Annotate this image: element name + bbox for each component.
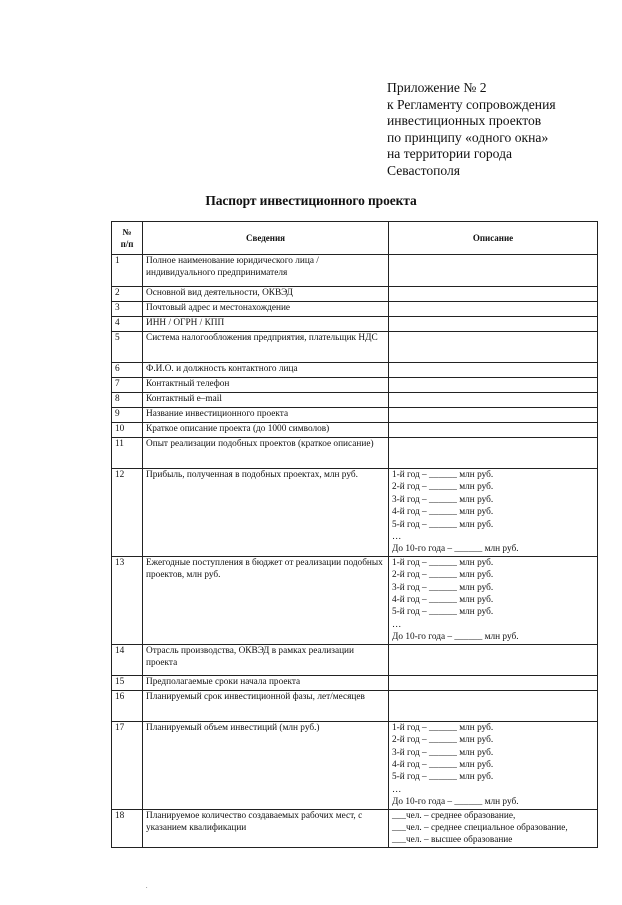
table-row <box>112 408 598 423</box>
table-row <box>112 556 598 644</box>
description-line: 1-й год – ______ млн руб. <box>392 557 494 568</box>
row-number: 11 <box>112 438 143 469</box>
row-info: ИНН / ОГРН / КПП <box>143 317 389 332</box>
appendix-line: на территории города <box>387 146 513 162</box>
header-num-line2: п/п <box>120 239 134 249</box>
document-title: Паспорт инвестиционного проекта <box>205 193 417 208</box>
row-description <box>389 378 598 393</box>
row-number: 16 <box>112 690 143 721</box>
table-row <box>112 302 598 317</box>
table-row <box>112 363 598 378</box>
row-number: 3 <box>112 302 143 317</box>
row-number: 1 <box>112 255 143 287</box>
description-line: … <box>392 784 402 795</box>
row-number: 6 <box>112 363 143 378</box>
row-info: Полное наименование юридического лица / индивидуального предпринимателя <box>143 255 389 287</box>
header-num-line1: № <box>122 226 132 237</box>
table-row <box>112 469 598 557</box>
appendix-line: по принципу «одного окна» <box>387 129 549 145</box>
description-line: 1-й год – ______ млн руб. <box>392 470 494 480</box>
passport-table <box>111 221 598 848</box>
row-info: Планируемое количество создаваемых рабочих мест, с указанием квалификации <box>143 809 389 847</box>
table-row <box>112 287 598 302</box>
description-line: До 10-го года – ______ млн руб. <box>392 544 519 555</box>
description-line: 3-й год – ______ млн руб. <box>392 747 494 758</box>
header-info: Сведения <box>143 222 389 255</box>
row-description <box>389 332 598 363</box>
description-line: … <box>392 532 402 543</box>
appendix-line: Приложение № 2 <box>387 80 487 95</box>
row-number: 7 <box>112 378 143 393</box>
description-line: 5-й год – ______ млн руб. <box>392 607 494 618</box>
row-info: Планируемый срок инвестиционной фазы, лет/месяцев <box>143 690 389 721</box>
table-row <box>112 255 598 287</box>
description-line: 1-й год – ______ млн руб. <box>392 722 494 733</box>
row-description <box>389 393 598 408</box>
row-info: Контактный телефон <box>143 378 389 393</box>
row-number: 10 <box>112 423 143 438</box>
row-number: 18 <box>112 809 143 847</box>
description-line: 4-й год – ______ млн руб. <box>392 595 494 606</box>
table-body <box>112 255 598 848</box>
row-description <box>389 690 598 721</box>
description-line: 2-й год – ______ млн руб. <box>392 570 494 581</box>
appendix-line: Севастополя <box>387 162 461 178</box>
row-number: 17 <box>112 721 143 809</box>
row-info: Система налогообложения предприятия, плательщик НДС <box>143 332 389 363</box>
row-number: 12 <box>112 469 143 557</box>
row-description <box>389 408 598 423</box>
table-row <box>112 438 598 469</box>
appendix-line: инвестиционных проектов <box>387 113 542 129</box>
row-description <box>389 556 598 644</box>
description-line: 4-й год – ______ млн руб. <box>392 507 494 518</box>
row-number: 4 <box>112 317 143 332</box>
description-line: 2-й год – ______ млн руб. <box>392 482 494 493</box>
table-row <box>112 675 598 690</box>
appendix-header <box>387 80 617 180</box>
description-line: 5-й год – ______ млн руб. <box>392 772 494 783</box>
table-row <box>112 809 598 847</box>
row-info: Отрасль производства, ОКВЭД в рамках реализации проекта <box>143 644 389 675</box>
description-line: 5-й год – ______ млн руб. <box>392 519 494 530</box>
appendix-line: к Регламенту сопровождения <box>387 96 556 112</box>
row-description <box>389 644 598 675</box>
row-info: Прибыль, полученная в подобных проектах, млн руб. <box>143 469 389 557</box>
row-number: 5 <box>112 332 143 363</box>
header-num <box>112 222 143 255</box>
row-description <box>389 302 598 317</box>
row-description <box>389 469 598 557</box>
description-line: 2-й год – ______ млн руб. <box>392 735 494 746</box>
row-info: Опыт реализации подобных проектов (краткое описание) <box>143 438 389 469</box>
row-description <box>389 287 598 302</box>
row-info: Предполагаемые сроки начала проекта <box>143 675 389 690</box>
row-description <box>389 438 598 469</box>
description-line: 3-й год – ______ млн руб. <box>392 494 494 505</box>
table-row <box>112 317 598 332</box>
row-info: Ежегодные поступления в бюджет от реализации подобных проектов, млн руб. <box>143 556 389 644</box>
table-header-row <box>112 222 598 255</box>
description-line: ___чел. – среднее специальное образование, <box>392 822 568 833</box>
table-row <box>112 721 598 809</box>
row-info: Планируемый объем инвестиций (млн руб.) <box>143 721 389 809</box>
row-number: 13 <box>112 556 143 644</box>
table-row <box>112 690 598 721</box>
description-line: 4-й год – ______ млн руб. <box>392 759 494 770</box>
row-description <box>389 363 598 378</box>
table-row <box>112 393 598 408</box>
row-number: 2 <box>112 287 143 302</box>
row-description <box>389 809 598 847</box>
row-number: 15 <box>112 675 143 690</box>
row-description <box>389 423 598 438</box>
row-description <box>389 721 598 809</box>
table-row <box>112 644 598 675</box>
table-row <box>112 378 598 393</box>
row-number: 14 <box>112 644 143 675</box>
header-desc: Описание <box>389 222 598 255</box>
row-info: Основной вид деятельности, ОКВЭД <box>143 287 389 302</box>
description-line: ___чел. – среднее образование, <box>392 810 516 821</box>
row-description <box>389 675 598 690</box>
description-line: 3-й год – ______ млн руб. <box>392 582 494 593</box>
row-description <box>389 255 598 287</box>
row-info: Почтовый адрес и местонахождение <box>143 302 389 317</box>
table-row <box>112 423 598 438</box>
row-info: Название инвестиционного проекта <box>143 408 389 423</box>
row-number: 8 <box>112 393 143 408</box>
description-line: До 10-го года – ______ млн руб. <box>392 797 519 808</box>
row-description <box>389 317 598 332</box>
description-line: … <box>392 619 402 630</box>
row-number: 9 <box>112 408 143 423</box>
row-info: Ф.И.О. и должность контактного лица <box>143 363 389 378</box>
row-info: Краткое описание проекта (до 1000 символов) <box>143 423 389 438</box>
description-line: ___чел. – высшее образование <box>392 835 513 846</box>
row-info: Контактный e–mail <box>143 393 389 408</box>
page-dot: . <box>146 884 148 890</box>
table-row <box>112 332 598 363</box>
description-line: До 10-го года – ______ млн руб. <box>392 632 519 643</box>
